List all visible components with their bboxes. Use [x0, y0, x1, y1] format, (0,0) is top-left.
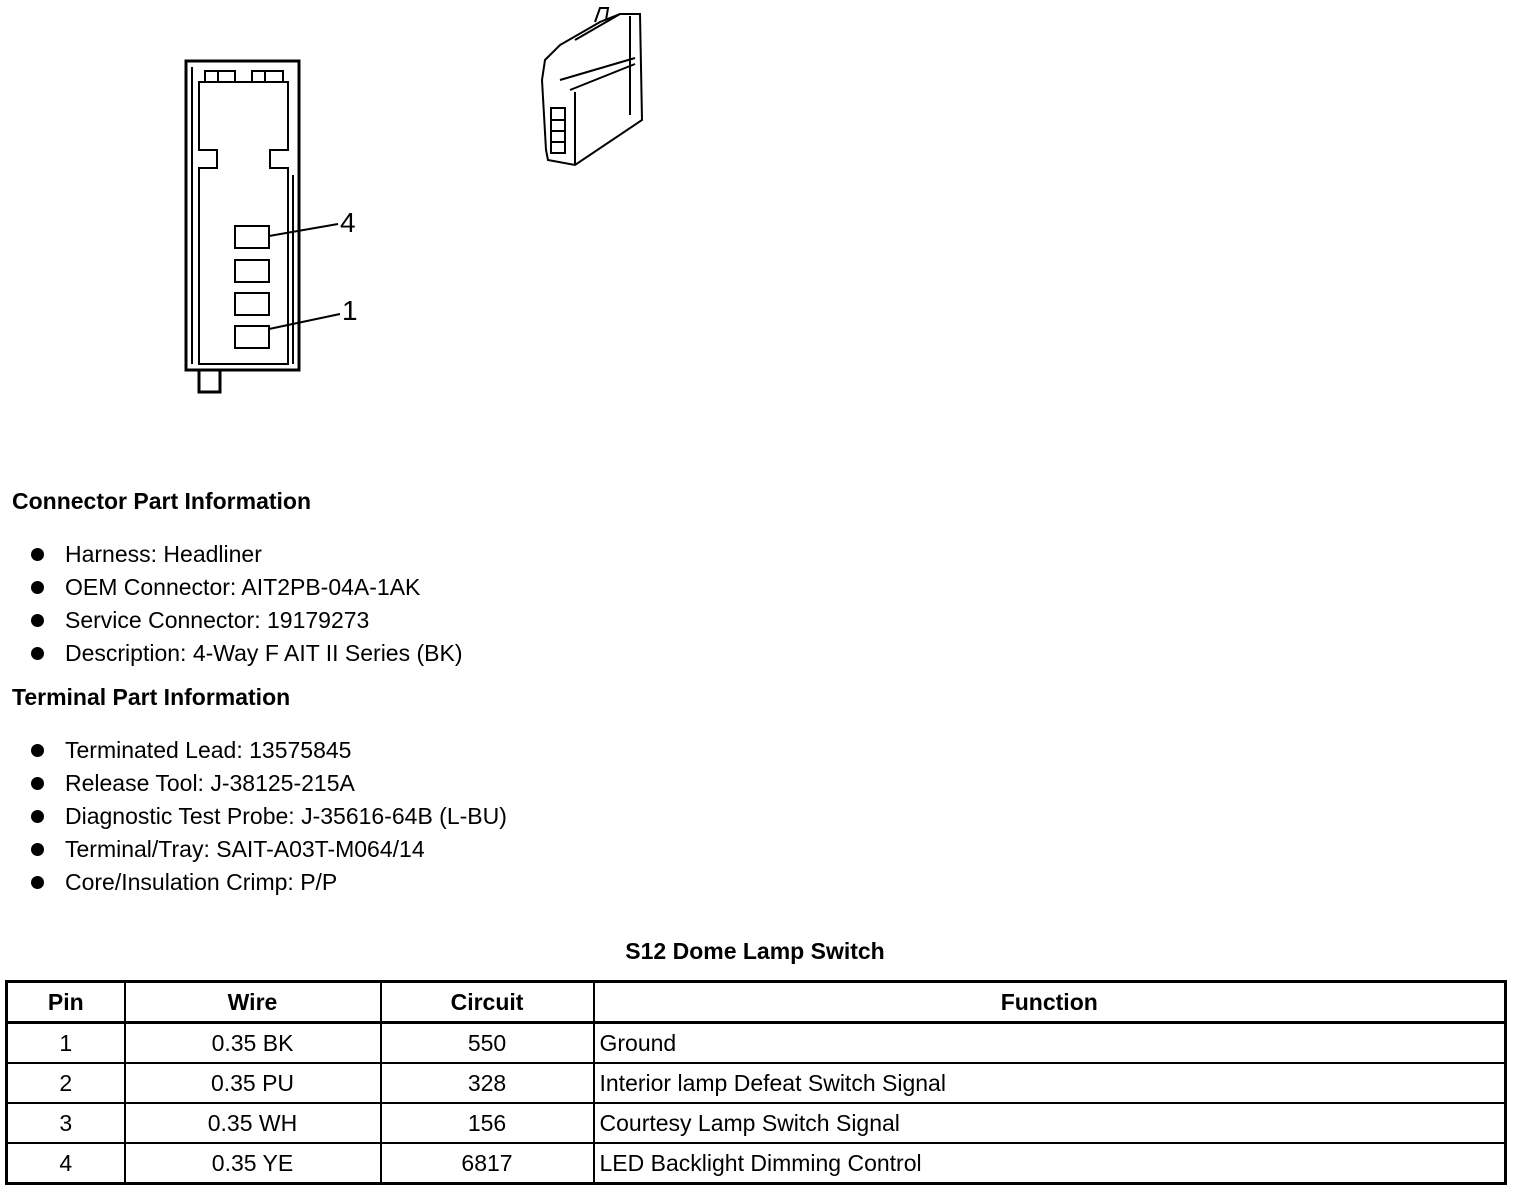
- bullet-icon: [31, 744, 44, 757]
- list-item: Harness: Headliner: [28, 538, 463, 571]
- bullet-icon: [31, 614, 44, 627]
- terminal-part-list: [28, 734, 507, 899]
- bullet-icon: [31, 581, 44, 594]
- cell-function: Courtesy Lamp Switch Signal: [594, 1103, 1506, 1143]
- list-item: Diagnostic Test Probe: J-35616-64B (L-BU): [28, 800, 507, 833]
- cavity-2: [235, 293, 269, 315]
- header-circuit: Circuit: [381, 982, 594, 1023]
- pin-4-callout: 4: [340, 207, 356, 238]
- table-header-row: [7, 982, 1506, 1023]
- cell-function: LED Backlight Dimming Control: [594, 1143, 1506, 1184]
- cell-pin: 2: [7, 1063, 125, 1103]
- cell-wire: 0.35 WH: [125, 1103, 381, 1143]
- connector-isometric-icon: [542, 8, 642, 165]
- list-item: Terminal/Tray: SAIT-A03T-M064/14: [28, 833, 507, 866]
- list-item: Service Connector: 19179273: [28, 604, 463, 637]
- bullet-icon: [31, 777, 44, 790]
- list-item: Description: 4-Way F AIT II Series (BK): [28, 637, 463, 670]
- cell-circuit: 156: [381, 1103, 594, 1143]
- cell-pin: 1: [7, 1023, 125, 1064]
- cell-wire: 0.35 BK: [125, 1023, 381, 1064]
- cell-wire: 0.35 PU: [125, 1063, 381, 1103]
- connector-part-list: [28, 538, 463, 670]
- list-item: Terminated Lead: 13575845: [28, 734, 507, 767]
- bullet-icon: [31, 876, 44, 889]
- cavity-4: [235, 226, 269, 248]
- cell-wire: 0.35 YE: [125, 1143, 381, 1184]
- bullet-icon: [31, 843, 44, 856]
- table-row: [7, 1103, 1506, 1143]
- table-title: S12 Dome Lamp Switch: [625, 938, 885, 964]
- bullet-icon: [31, 647, 44, 660]
- cell-circuit: 328: [381, 1063, 594, 1103]
- connector-part-heading: Connector Part Information: [12, 488, 312, 514]
- table-row: [7, 1143, 1506, 1184]
- terminal-part-heading: Terminal Part Information: [12, 684, 291, 710]
- pinout-table: [5, 980, 1507, 1185]
- cell-circuit: 6817: [381, 1143, 594, 1184]
- header-wire: Wire: [125, 982, 381, 1023]
- header-pin: Pin: [7, 982, 125, 1023]
- cell-pin: 4: [7, 1143, 125, 1184]
- header-function: Function: [594, 982, 1506, 1023]
- cell-circuit: 550: [381, 1023, 594, 1064]
- cell-function: Ground: [594, 1023, 1506, 1064]
- bullet-icon: [31, 548, 44, 561]
- cavity-3: [235, 260, 269, 282]
- cell-pin: 3: [7, 1103, 125, 1143]
- table-row: [7, 1063, 1506, 1103]
- list-item: Core/Insulation Crimp: P/P: [28, 866, 507, 899]
- pin-1-callout: 1: [342, 295, 358, 326]
- cavity-1: [235, 326, 269, 348]
- list-item: OEM Connector: AIT2PB-04A-1AK: [28, 571, 463, 604]
- list-item: Release Tool: J-38125-215A: [28, 767, 507, 800]
- bullet-icon: [31, 810, 44, 823]
- table-row: [7, 1023, 1506, 1064]
- cell-function: Interior lamp Defeat Switch Signal: [594, 1063, 1506, 1103]
